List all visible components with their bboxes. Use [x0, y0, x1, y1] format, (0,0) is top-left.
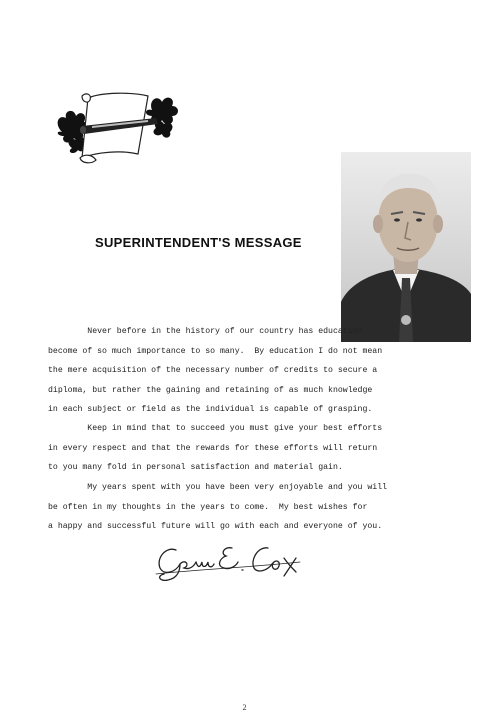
message-paragraph	[48, 322, 383, 420]
superintendent-portrait	[341, 152, 471, 342]
text-line: a happy and successful future will go with each and everyone of you.	[48, 522, 383, 531]
scroll-emblem	[52, 88, 182, 170]
page-title: SUPERINTENDENT'S MESSAGE	[95, 235, 302, 250]
text-line: My years spent with you have been very enjoyable and you will	[48, 483, 388, 492]
text-line: the mere acquisition of the necessary number of credits to secure a	[48, 366, 378, 375]
message-paragraph	[48, 478, 388, 537]
signature	[150, 540, 310, 584]
page-number: 2	[242, 703, 247, 712]
text-line: diploma, but rather the gaining and retaining of as much knowledge	[48, 385, 373, 395]
text-line: in each subject or field as the individual is capable of grasping.	[48, 405, 373, 414]
text-line: Keep in mind that to succeed you must give your best efforts	[48, 424, 383, 433]
text-line: in every respect and that the rewards for these efforts will return	[48, 443, 378, 453]
text-line: Never before in the history of our country has education	[48, 327, 363, 336]
text-line: to you many fold in personal satisfaction and material gain.	[48, 463, 343, 472]
text-line: become of so much importance to so many. By education I do not mean	[48, 346, 383, 356]
message-paragraph	[48, 419, 383, 478]
text-line: be often in my thoughts in the years to come. My best wishes for	[48, 502, 368, 512]
